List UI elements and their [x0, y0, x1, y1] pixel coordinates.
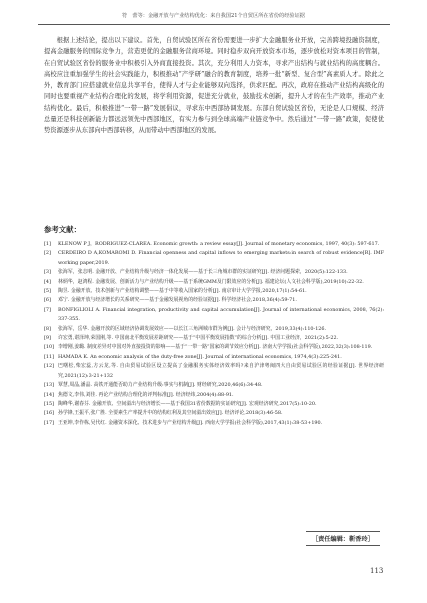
reference-item [44, 306, 384, 325]
reference-number: [2] [44, 250, 51, 257]
reference-item [44, 278, 384, 287]
reference-item [44, 334, 384, 343]
reference-number: [13] [44, 382, 55, 389]
reference-item [44, 343, 384, 352]
running-head: 符 蕾等：金融开放与产业结构优化：来自我国21个自贸区所在省份的经验证据 [122, 13, 305, 19]
reference-text: 张海军，岳华. 金融开放的区域经济协调发展效应——以长江三角洲城市群为例[J]. 会计与经济研究，2019,33(4):110-126. [58, 325, 327, 332]
reference-text: 陶昱. 金融开放、技术创新与产业结构调整——基于中等收入国家的分析[J]. 南京审计大学学报,2020,17(1):54-61. [58, 288, 307, 295]
reference-item [44, 400, 384, 409]
reference-item [44, 353, 384, 362]
reference-number: [7] [44, 306, 51, 313]
reference-item [44, 325, 384, 334]
reference-text: CERDEIRO D A,KOMAROMI D. Financial openness and capital inflows to emerging markets:in search of robust evidence[R]. IMF working paper,2019. [58, 250, 384, 266]
reference-item [44, 391, 384, 400]
reference-text: 邓宁. 金融开放与经济增长的关系研究——基于金融发展视角的经验证据[J]. 科学经济社会,2018,36(4):59-71. [58, 297, 297, 304]
reference-item [44, 381, 384, 390]
reference-text: 陶峰华,谢春芬. 金融开放、空间溢出与经济增长——基于我国31省份数据的实证研究[J]. 宏观经济研究,2017(5):10-20. [58, 400, 317, 407]
reference-text: HAMADA K. An economic analysis of the duty-free zone[J]. Journal of international economics, 1974,4(3):225-241. [58, 353, 342, 360]
reference-number: [16] [44, 410, 55, 417]
reference-item [44, 296, 384, 305]
reference-number: [5] [44, 288, 51, 295]
reference-text: BONFIGLIOLI A. Financial integration, productivity and capital accumulation[J]. Journal of international economics, 2008, 76(2): 337-355. [58, 306, 384, 323]
reference-text: 许宏勇,谌泽坤,荣国刚,等. 中国南北平衡发展差距研究——基于“中国平衡发展指数”的综合分析[J]. 中国工业经济，2021(2):5-22. [58, 335, 339, 342]
references-list [44, 240, 384, 428]
reference-text: 焦德文,李伟,刘佳. 再论产业结构合理化的评判标准[J]. 经济经纬,2004(4):88-91. [58, 391, 234, 398]
reference-number: [3] [44, 269, 51, 276]
reference-item [44, 419, 384, 428]
reference-item [44, 240, 384, 249]
header-rule [38, 24, 390, 25]
reference-item [44, 268, 384, 277]
reference-number: [14] [44, 391, 55, 398]
reference-text: KLENOW P J，RODRIGUEZ-CLAREA. Economic growth: a review essay[J]. Journal of monetary economics, 1997, 40(3): 597-617. [58, 241, 380, 247]
reference-number: [9] [44, 335, 51, 342]
references-heading: 参考文献： [44, 225, 81, 234]
reference-number: [11] [44, 353, 55, 360]
page-number: 113 [370, 567, 384, 575]
reference-text: 林炳华，赵鸿程. 金融发展、创新活力与产业结构升级——基于系统GMM及门限效应的分析[J]. 福建论坛(人文社会科学版),2019(10):22-32. [58, 278, 364, 285]
reference-text: 孙学锋,王振平,张广胜. 全要素生产率提升中的结构红利及其空间溢出效应[J]. 经济评论,2018(3):46-58. [58, 410, 283, 417]
conclusion-paragraph: 根据上述结论，提出以下建议。首先，自贸试验区所在省份需要进一步扩大金融服务业开放，完善跨境投融资制度，提高金融服务的国际竞争力，营造更优的金融服务营商环境。同时稳步双向开放资本市场，逐步放松对资本项目的管制，在自贸试验区省份的服务业中积极引入外商直接投资。其次，充分利用人力资本，寻求产出结构与就业结构的高度耦合。高校应注重加强学生的社会实践能力，积极推动“产学研”融合的教育制度，培养一批“新型、复合型”高素质人才。除此之外，教育部门应搭建就业信息共享平台，使得人才与企业能够双向选择，供求匹配。再次，政府在推动产业结构高级化的同时也要重视产业结构合理化的发展，将学利用资源，促进充分就业，鼓励技术创新，提升人才的在生产效率，推动产业结构优化。最后，积极推进“一带一路”发展倡议，寻求东中西部协调发展。东部自贸试验区省份，无论是人口规模、经济总量还是科技创新能力都远远领先中西部地区，有实力参与到全球高端产业链竞争中。然后通过“一带一路”政策，促使优势资源逐步从东部向中西部转移，从而带动中西部地区的发展。 [44, 37, 384, 135]
reference-number: [15] [44, 400, 55, 407]
reference-item [44, 249, 384, 268]
reference-number: [4] [44, 278, 51, 285]
reference-text: 张海军，张志明. 金融开放、产业结构升级与经济一体化发展——基于长三角城市群的实证研究[J]. 经济问题探索，2020(5):122-133. [58, 269, 348, 276]
reference-number: [8] [44, 325, 51, 332]
reference-number: [17] [44, 419, 55, 426]
reference-text: 巴曙松,柴宏蕊,方云龙,等. 自由贸易试验区设立提高了金融服务实体经济效率吗?来自沪津粤闽四大自由贸易试验区的经验证据[J]. 世界经济研究,2021(12):3-21+132 [58, 363, 384, 379]
reference-text: 李增刚,姜璐. 制度差异对中国对外直接投资的影响——基于“一带一路”国家的调节效应分析[J]. 济南大学学报(社会科学版),2022,32(3):108-119. [58, 344, 373, 351]
reference-number: [6] [44, 297, 51, 304]
reference-item [44, 287, 384, 296]
reference-text: 王亚坤,李作栋,吴代红. 金融资本深化、技术进步与产业结构升级[J]. 西南大学学报(社会科学版),2017,43(1):38-53+190. [58, 419, 323, 426]
reference-item [44, 409, 384, 418]
reference-number: [12] [44, 363, 55, 370]
reference-item [44, 362, 384, 381]
reference-number: [1] [44, 241, 51, 247]
reference-text: 覃慧,周晶,潘晶. 高铁开通能否助力产业结构升级:事实与机制[J]. 财经研究,2020,46(6):34-48. [58, 382, 263, 389]
responsible-editor-note: ［责任编辑：靳香玲］ [306, 531, 380, 546]
reference-number: [10] [44, 344, 55, 351]
